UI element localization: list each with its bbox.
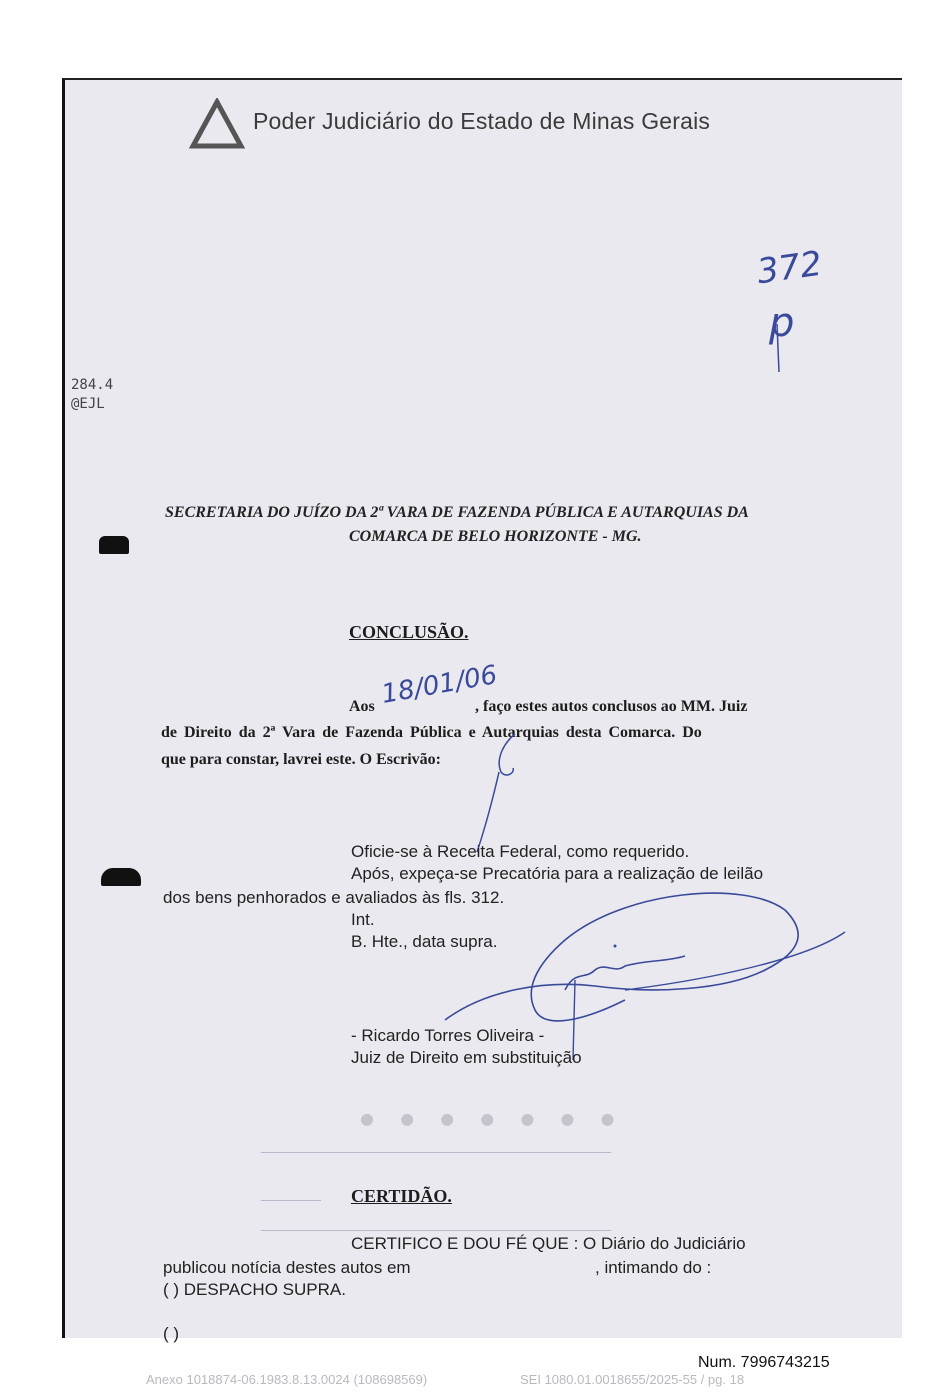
conclusao-line-2: de Direito da 2ª Vara de Fazenda Pública e Autarquias desta Comarca. Do <box>161 724 702 741</box>
secretaria-line-2: COMARCA DE BELO HORIZONTE - MG. <box>349 528 642 545</box>
folio-number: 372 <box>754 243 825 293</box>
certidao-option-1: ( ) DESPACHO SUPRA. <box>163 1280 346 1299</box>
despacho-line-3: dos bens penhorados e avaliados às fls. 312. <box>163 888 505 907</box>
punch-hole-top <box>99 536 129 554</box>
scanned-page <box>62 78 902 1343</box>
despacho-line-2: Após, expeça-se Precatória para a realização de leilão <box>351 864 764 883</box>
faint-rule-3 <box>261 1230 611 1231</box>
escrivao-initial-icon <box>465 728 525 858</box>
certidao-line-1: CERTIFICO E DOU FÉ QUE : O Diário do Judiciário <box>351 1234 746 1253</box>
certidao-option-2: ( ) <box>163 1324 180 1343</box>
signature-role: Juiz de Direito em substituição <box>351 1048 582 1067</box>
court-header-title: Poder Judiciário do Estado de Minas Gerais <box>253 108 711 134</box>
certidao-line-2a: publicou notícia destes autos em <box>163 1258 411 1277</box>
faint-stamp-residue: ● ● ● ● ● ● ● <box>361 1106 622 1130</box>
folio-mark: p <box>769 300 795 346</box>
footer-sei-ref: SEI 1080.01.0018655/2025-55 / pg. 18 <box>520 1372 745 1387</box>
stamp-line-1: 284.4 <box>71 377 114 393</box>
punch-hole-bottom <box>101 868 141 886</box>
conclusao-handwritten-date: 18/01/06 <box>379 660 500 710</box>
stamp-line-2: @EJL <box>71 396 105 412</box>
tj-logo-icon <box>189 98 245 150</box>
conclusao-line-1: , faço estes autos conclusos ao MM. Juiz <box>475 698 748 715</box>
signature-name: - Ricardo Torres Oliveira - <box>351 1026 545 1045</box>
faint-rule-2 <box>261 1200 321 1201</box>
despacho-line-1: Oficie-se à Receita Federal, como requerido. <box>351 842 690 861</box>
footer-document-number: Num. 7996743215 <box>698 1354 830 1371</box>
stamp-block <box>71 376 113 414</box>
conclusao-heading: CONCLUSÃO. <box>349 622 469 642</box>
despacho-line-4: Int. <box>351 910 375 929</box>
conclusao-aos: Aos <box>349 698 375 715</box>
faint-rule-1 <box>261 1152 611 1153</box>
secretaria-line-1: SECRETARIA DO JUÍZO DA 2ª VARA DE FAZENDA PÚBLICA E AUTARQUIAS DA <box>165 504 749 521</box>
certidao-line-2b: , intimando do : <box>595 1258 712 1277</box>
folio-stroke-icon <box>765 320 795 380</box>
certidao-heading: CERTIDÃO. <box>351 1186 452 1206</box>
despacho-line-5: B. Hte., data supra. <box>351 932 498 951</box>
footer-annex-ref: Anexo 1018874-06.1983.8.13.0024 (108698569) <box>146 1372 428 1387</box>
conclusao-line-3: que para constar, lavrei este. O Escrivão: <box>161 751 441 768</box>
